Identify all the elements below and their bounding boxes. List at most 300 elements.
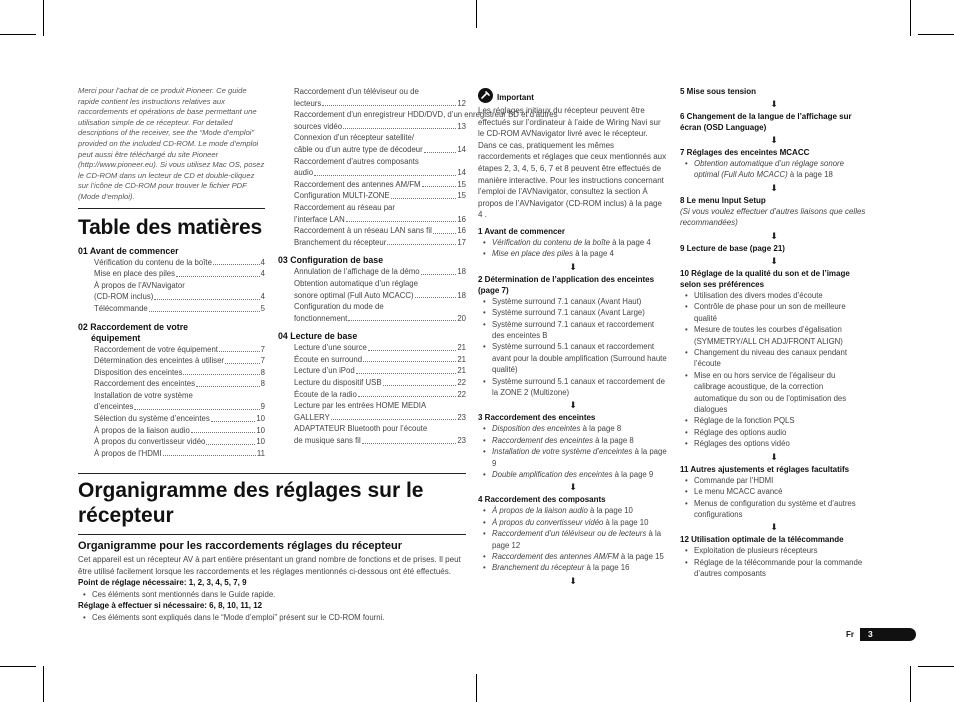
- toc-page-number: 23: [457, 436, 466, 446]
- toc-dot-leader: [391, 198, 457, 199]
- toc-entry-line: Raccordement d’un enregistreur HDD/DVD, d’un enregistreur BD et d’autres: [294, 110, 558, 120]
- step-item-link: Mise en place des piles: [492, 249, 574, 259]
- toc-entry-title: audio: [294, 168, 314, 178]
- toc-entry-title: Lecture d’un iPod: [294, 366, 355, 376]
- step-item-text: Exploitation de plusieurs récepteurs: [694, 546, 818, 556]
- toc-entry-title: Raccordement à un réseau LAN sans fil: [294, 226, 432, 236]
- toc-entry[interactable]: [294, 342, 466, 354]
- flow-step: [680, 195, 868, 229]
- step-list: [478, 423, 668, 480]
- step-list: [478, 237, 668, 260]
- toc-dot-leader: [421, 274, 457, 275]
- footer: [846, 628, 916, 641]
- toc-page-number: 18: [457, 267, 466, 277]
- toc-entry[interactable]: [294, 237, 466, 249]
- toc-page-number: 9: [260, 402, 265, 412]
- toc-page-number: 4: [260, 257, 265, 267]
- step-item-text: à la page 4: [573, 249, 614, 259]
- toc-entry-title: Raccordement des enceintes: [94, 379, 195, 389]
- toc-dot-leader: [196, 386, 260, 387]
- left-column: [78, 86, 265, 459]
- step-item-text: à la page 9: [612, 470, 654, 480]
- toc-entry-title: sources vidéo: [294, 121, 343, 131]
- toc-entry-title: (CD-ROM inclus): [94, 292, 154, 302]
- toc-entries: [278, 266, 466, 324]
- toc-dot-leader: [422, 186, 457, 187]
- toc-page-number: 10: [256, 437, 265, 447]
- step-list: [680, 290, 868, 450]
- toc-page-number: 10: [256, 425, 265, 435]
- step-item: [492, 469, 668, 480]
- flow-step: [680, 86, 868, 97]
- step-item: [694, 290, 868, 301]
- toc-page-number: 18: [457, 290, 466, 300]
- step-item-text: à la page 8: [580, 424, 622, 434]
- toc-page-number: 4: [260, 269, 265, 279]
- toc-entry-title: Raccordement des antennes AM/FM: [294, 179, 421, 189]
- toc-entry-title: d’enceintes: [94, 402, 134, 412]
- toc-entry-title: Raccordement de votre équipement: [94, 344, 218, 354]
- step-heading: 5 Mise sous tension: [680, 87, 757, 96]
- toc-entry-line: Raccordement d’un téléviseur ou de: [294, 87, 419, 96]
- toc-entry-title: câble ou d’un autre type de décodeur: [294, 144, 423, 154]
- steps-column-right: [680, 86, 868, 580]
- toc-entry-title: fonctionnement: [294, 313, 348, 323]
- toc-entry[interactable]: [294, 313, 466, 325]
- step-item-text: à la page 9: [492, 447, 667, 468]
- toc-entry-title: Lecture du dispositif USB: [294, 378, 382, 388]
- flow-rule: [78, 473, 466, 474]
- toc-entry-title: Télécommande: [94, 303, 148, 313]
- toc-page-number: 11: [256, 448, 265, 458]
- toc-section-heading: 04 Lecture de base: [278, 331, 358, 342]
- toc-entry[interactable]: [294, 435, 466, 447]
- step-item-link: Double amplification des enceintes: [492, 470, 613, 480]
- toc-entry[interactable]: [94, 367, 265, 379]
- basic-values: : 1, 2, 3, 4, 5, 7, 9: [183, 578, 247, 588]
- flow-step: [680, 534, 868, 579]
- toc-dot-leader: [368, 350, 456, 351]
- toc-entry-title: lecteurs: [294, 98, 322, 108]
- step-item: [492, 505, 668, 516]
- step-item: [492, 237, 668, 248]
- toc-col1: [78, 246, 265, 460]
- toc-entry-line: Connexion d’un récepteur satellite/: [294, 133, 415, 143]
- step-item-text: Contrôle de phase pour un son de meilleure qualité: [694, 302, 846, 323]
- step-item-text: Mesure de toutes les courbes d’égalisation (SYMMETRY/ALL CH ADJ/FRONT ALIGN): [694, 325, 843, 346]
- flow-step: [680, 243, 868, 254]
- toc-entry[interactable]: [294, 121, 466, 133]
- toc-entry[interactable]: [94, 413, 265, 425]
- step-item-text: à la page 10: [587, 506, 633, 516]
- step-item-text: à la page 4: [609, 237, 651, 247]
- step-heading: 2 Détermination de l’application des enceintes (page 7): [478, 274, 655, 295]
- toc-entry[interactable]: [94, 344, 265, 356]
- toc-dot-leader: [424, 152, 457, 153]
- toc-entry[interactable]: [294, 354, 466, 366]
- crop-mark: [476, 674, 477, 702]
- toc-entry-title: Écoute de la radio: [294, 389, 357, 399]
- toc-entry-title: Disposition des enceintes: [94, 367, 183, 377]
- toc-entry-line: ADAPTATEUR Bluetooth pour l’écoute: [294, 424, 428, 434]
- toc-entry-line: Installation de votre système: [94, 390, 193, 400]
- step-item: [694, 347, 868, 370]
- step-item: [492, 435, 668, 446]
- down-arrow-icon: ⬇: [770, 182, 778, 193]
- toc-entry[interactable]: [294, 266, 466, 278]
- step-item-link: Raccordement des enceintes: [492, 435, 593, 445]
- toc-dot-leader: [331, 419, 456, 420]
- page-number: 3: [868, 629, 873, 639]
- toc-entry-line: Obtention automatique d’un réglage: [294, 278, 418, 288]
- step-item-text: à la page 18: [787, 170, 833, 180]
- step-item: [694, 415, 868, 426]
- toc-entries: [78, 257, 265, 315]
- flow-step: [478, 274, 668, 399]
- toc-entry[interactable]: [94, 257, 265, 269]
- toc-page-number: 21: [457, 354, 466, 364]
- step-list: [680, 545, 868, 579]
- toc-entry[interactable]: [94, 268, 265, 280]
- toc-dot-leader: [346, 221, 457, 222]
- step-item: [694, 370, 868, 416]
- step-list: [478, 505, 668, 573]
- toc-entry[interactable]: [294, 98, 466, 110]
- toc-page-number: 22: [457, 378, 466, 388]
- step-list: [478, 296, 668, 399]
- step-item-link: Disposition des enceintes: [492, 424, 581, 434]
- toc-entry-title: À propos du convertisseur vidéo: [94, 437, 206, 447]
- toc-entry[interactable]: [94, 355, 265, 367]
- toc-dot-leader: [348, 320, 456, 321]
- toc-entry[interactable]: [94, 291, 265, 303]
- step-item: [694, 486, 868, 497]
- toc-entry[interactable]: [294, 179, 466, 191]
- down-arrow-icon: ⬇: [569, 400, 577, 411]
- toc-dot-leader: [211, 421, 256, 422]
- down-arrow-icon: ⬇: [770, 256, 778, 266]
- step-heading: 9 Lecture de base (page 21): [680, 244, 785, 253]
- toc-dot-leader: [314, 175, 456, 176]
- toc-entry-line: Raccordement d’autres composants: [294, 156, 419, 166]
- down-arrow-icon: ⬇: [569, 261, 577, 272]
- step-item-text: Système surround 7.1 canaux (Avant Large): [492, 308, 645, 318]
- toc-entry[interactable]: [94, 303, 265, 315]
- toc-entry[interactable]: [94, 436, 265, 448]
- step-item: [492, 528, 668, 551]
- step-item-link: À propos du convertisseur vidéo: [492, 517, 604, 527]
- toc-dot-leader: [363, 361, 456, 362]
- crop-mark: [910, 666, 911, 702]
- toc-dot-leader: [176, 276, 260, 277]
- step-item: [694, 557, 868, 580]
- toc-dot-leader: [362, 443, 457, 444]
- important-box: [478, 88, 668, 221]
- toc-title: Table des matières: [78, 215, 262, 239]
- step-list: [680, 158, 868, 181]
- toc-page-number: 5: [260, 303, 265, 313]
- toc-entry-title: Branchement du récepteur: [294, 237, 387, 247]
- adv-settings: [78, 600, 466, 612]
- step-item-text: Réglage de la fonction PQLS: [694, 416, 795, 426]
- step-item: [694, 498, 868, 521]
- step-heading: 10 Réglage de la qualité du son et de l’image selon ses préférences: [680, 269, 850, 289]
- basic-label: Point de réglage nécessaire: [78, 578, 184, 588]
- crop-mark: [918, 666, 954, 667]
- basic-settings: [78, 577, 466, 589]
- toc-entry[interactable]: [294, 377, 466, 389]
- step-item-text: Changement du niveau des canaux pendant l’écoute: [694, 348, 848, 369]
- toc-section-heading: 02 Raccordement de votre: [78, 321, 189, 332]
- toc-section-heading: équipement: [91, 332, 141, 343]
- crop-mark: [918, 34, 954, 35]
- toc-page-number: 21: [457, 343, 466, 353]
- step-list: [680, 475, 868, 521]
- toc-entries: [78, 344, 265, 460]
- toc-entry-title: Configuration MULTI-ZONE: [294, 191, 390, 201]
- crop-mark: [910, 0, 911, 36]
- flow-step: [680, 147, 868, 181]
- step-item-text: à la page 8: [592, 435, 634, 445]
- toc-dot-leader: [134, 409, 259, 410]
- flow-step: [680, 268, 868, 450]
- toc-section-heading: 01 Avant de commencer: [78, 245, 179, 256]
- toc-dot-leader: [219, 351, 260, 352]
- crop-mark: [0, 666, 36, 667]
- toc-entry-title: Détermination des enceintes à utiliser: [94, 356, 225, 366]
- toc-page-number: 13: [457, 121, 466, 131]
- step-item-text: Système surround 5.1 canaux et raccordement de la ZONE 2 (Multizone): [492, 376, 665, 397]
- step-item: [492, 446, 668, 469]
- steps-column-left: [478, 88, 668, 588]
- toc-dot-leader: [163, 455, 256, 456]
- toc-dot-leader: [415, 297, 457, 298]
- step-item-text: Utilisation des divers modes d’écoute: [694, 291, 823, 300]
- toc-page-number: 14: [457, 144, 466, 154]
- step-heading: 11 Autres ajustements et réglages facultatifs: [680, 464, 850, 474]
- crop-mark: [0, 34, 36, 35]
- toc-dot-leader: [154, 299, 259, 300]
- toc-page-number: 20: [457, 313, 466, 323]
- step-item: [492, 551, 668, 562]
- step-item: [492, 307, 668, 318]
- crop-mark: [43, 0, 44, 36]
- step-item: [492, 341, 668, 375]
- title-rule: [78, 208, 265, 209]
- intro-text: Merci pour l’achat de ce produit Pioneer. Ce guide rapide contient les instructions relatives aux raccordements et opérations de base permettant une utilisation simple de ce récepteur. For detailed descriptions of the receiver, see the “Mode d’emploi” provided on the included CD-ROM. Le mode d’emploi peut aussi être téléchargé du site Pioneer (http://www.pioneer.eu). Si vous utilisez Mac OS, posez le CD-ROM dans un lecteur de CD et double-cliquez sur l’icône de CD-ROM pour trouver le fichier PDF (Mode d’emploi).: [78, 86, 265, 201]
- toc-section: [278, 331, 466, 446]
- toc-dot-leader: [149, 311, 260, 312]
- step-heading: 6 Changement de la langue de l’affichage sur écran (OSD Language): [680, 112, 852, 132]
- step-item: [492, 319, 668, 342]
- step-item-text: Réglage des options audio: [694, 427, 787, 437]
- adv-note: • Ces éléments sont expliqués dans le “Mode d’emploi” présent sur le CD-ROM fourni.: [92, 612, 466, 623]
- step-item-text: à la page 15: [618, 552, 664, 562]
- step-item-link: Obtention automatique d’un réglage sonore optimal (Full Auto MCACC): [694, 159, 844, 180]
- toc-entry[interactable]: [294, 389, 466, 401]
- step-item: [492, 296, 668, 307]
- crop-mark: [476, 0, 477, 28]
- toc-page-number: 7: [260, 344, 265, 354]
- down-arrow-icon: ⬇: [770, 99, 778, 109]
- flow-rule-2: [78, 534, 466, 535]
- footer-lang: Fr: [846, 630, 854, 639]
- step-item-text: Le menu MCACC avancé: [694, 487, 783, 497]
- toc-page-number: 21: [457, 366, 466, 376]
- toc-entry[interactable]: [294, 144, 466, 156]
- toc-dot-leader: [358, 396, 456, 397]
- step-heading: 8 Le menu Input Setup: [680, 195, 766, 205]
- toc-page-number: 7: [260, 356, 265, 366]
- step-item: [492, 376, 668, 399]
- step-item-text: Système surround 7.1 canaux (Avant Haut): [492, 296, 642, 306]
- page-number-badge: [860, 628, 916, 641]
- basic-note: • Ces éléments sont mentionnés dans le Guide rapide.: [92, 589, 466, 600]
- step-item-link: Raccordement des antennes AM/FM: [492, 552, 619, 562]
- toc-entry-title: de musique sans fil: [294, 436, 361, 446]
- step-item-text: Réglages des options vidéo: [694, 439, 790, 449]
- step-item: [694, 158, 868, 181]
- toc-entry[interactable]: [294, 214, 466, 226]
- flow-step: [680, 464, 868, 521]
- step-item-text: à la page 12: [492, 529, 662, 550]
- adv-values: : 6, 8, 10, 11, 12: [204, 601, 263, 611]
- toc-entry[interactable]: [294, 190, 466, 202]
- toc-entry-title: Vérification du contenu de la boîte: [94, 257, 212, 267]
- toc-entry[interactable]: [94, 378, 265, 390]
- toc-page-number: 12: [457, 98, 466, 108]
- toc-page-number: 23: [457, 412, 466, 422]
- flow-paragraph: Cet appareil est un récepteur AV à part entière présentant un grand nombre de fonctions et de prises. Il peut être utilisé facilement lorsque les raccordements et les réglages mentionnés ci-dessous ont été effectués.: [78, 555, 461, 576]
- step-item-text: à la page 16: [584, 563, 630, 573]
- step-item-link: Installation de votre système d’enceintes: [492, 447, 633, 457]
- toc-section: [278, 255, 466, 324]
- flow-block: [78, 473, 466, 623]
- toc-entry[interactable]: [294, 412, 466, 424]
- toc-page-number: 17: [457, 237, 466, 247]
- toc-section: [78, 322, 265, 460]
- down-arrow-icon: ⬇: [770, 135, 778, 145]
- down-arrow-icon: ⬇: [770, 231, 778, 241]
- flow-title: Organigramme des réglages sur le récepteur: [78, 479, 424, 527]
- step-item-text: Réglage de la télécommande pour la commande d’autres composants: [694, 557, 863, 579]
- step-item: [492, 517, 668, 528]
- toc-entry-title: À propos de l’HDMI: [94, 448, 162, 458]
- down-arrow-icon: ⬇: [770, 451, 778, 462]
- toc-entry-title: l’interface LAN: [294, 214, 345, 224]
- step-heading: 1 Avant de commencer: [478, 226, 565, 236]
- step-item: [694, 475, 868, 486]
- important-label: Important: [497, 93, 534, 102]
- toc-entry[interactable]: [94, 425, 265, 437]
- toc-page-number: 15: [457, 191, 466, 201]
- toc-entry-title: Mise en place des piles: [94, 269, 176, 279]
- down-arrow-icon: ⬇: [569, 575, 577, 586]
- toc-entry-title: sonore optimal (Full Auto MCACC): [294, 290, 414, 300]
- flow-step: [478, 226, 668, 260]
- step-item: [694, 438, 868, 449]
- toc-page-number: 15: [457, 179, 466, 189]
- toc-entry[interactable]: [94, 401, 265, 413]
- toc-entry-title: Écoute en surround: [294, 354, 363, 364]
- flow-step: [478, 412, 668, 480]
- toc-page-number: 10: [256, 414, 265, 424]
- step-item: [694, 545, 868, 556]
- toc-entry[interactable]: [94, 448, 265, 460]
- step-item-text: Système surround 7.1 canaux et raccordement des enceintes B: [492, 319, 655, 340]
- toc-page-number: 8: [260, 367, 265, 377]
- toc-entry-line: À propos de l’AVNavigator: [94, 280, 185, 290]
- step-item-text: à la page 10: [603, 517, 649, 527]
- step-item: [694, 427, 868, 438]
- toc-entry[interactable]: [294, 365, 466, 377]
- step-item: [694, 301, 868, 324]
- toc-page-number: 16: [457, 226, 466, 236]
- toc-dot-leader: [183, 374, 259, 375]
- toc-page-number: 4: [260, 292, 265, 302]
- step-note: (Si vous voulez effectuer d’autres liaisons que celles recommandées): [680, 206, 866, 228]
- toc-dot-leader: [213, 264, 260, 265]
- step-heading: 7 Réglages des enceintes MCACC: [680, 148, 810, 157]
- adv-label: Réglage à effectuer si nécessaire: [78, 601, 205, 611]
- flow-subtitle: Organigramme pour les raccordements réglages du récepteur: [78, 540, 403, 552]
- toc-section-heading: 03 Configuration de base: [278, 255, 384, 266]
- important-icon: [478, 88, 493, 103]
- step-item: [492, 248, 668, 259]
- toc-entry-title: Annulation de l’affichage de la démo: [294, 267, 420, 277]
- toc-dot-leader: [191, 432, 256, 433]
- step-item-link: Raccordement d’un téléviseur ou de lecteurs: [492, 529, 647, 539]
- toc-entry-title: Sélection du système d’enceintes: [94, 414, 210, 424]
- toc-dot-leader: [343, 128, 456, 129]
- flow-step: [478, 494, 668, 573]
- step-heading: 12 Utilisation optimale de la télécommande: [680, 535, 844, 545]
- toc-entry-title: Lecture d’une source: [294, 343, 367, 353]
- toc-entry-line: Configuration du mode de: [294, 302, 384, 312]
- toc-entry-title: À propos de la liaison audio: [94, 425, 190, 435]
- toc-entry[interactable]: [294, 225, 466, 237]
- toc-page-number: 22: [457, 389, 466, 399]
- step-item: [694, 324, 868, 347]
- down-arrow-icon: ⬇: [770, 522, 778, 533]
- toc-entry[interactable]: [294, 167, 466, 179]
- toc-dot-leader: [225, 363, 260, 364]
- crop-mark: [43, 666, 44, 702]
- step-item-text: Menus de configuration du système et d’autres configurations: [694, 498, 856, 519]
- step-item-text: Commande par l’HDMI: [694, 475, 774, 485]
- step-heading: 4 Raccordement des composants: [478, 495, 606, 505]
- important-text: Les réglages initiaux du récepteur peuvent être effectués sur l’ordinateur à l’aide de Wiring Navi sur le CD-ROM AVNavigator livré avec le récepteur. Dans ce cas, pratiquement les mêmes raccordements et réglages que ceux mentionnés aux étapes 2, 3, 4, 5, 6, 7 et 8 peuvent être effectués de manière interactive. Pour les instructions concernant l’emploi de l’AVNavigator, consultez la section À propos de l’AVNavigator (CD-ROM inclus) à la page 4 .: [478, 106, 667, 220]
- toc-page-number: 16: [457, 214, 466, 224]
- toc-entry-line: Lecture par les entrées HOME MEDIA: [294, 401, 427, 411]
- step-heading: 3 Raccordement des enceintes: [478, 413, 596, 423]
- toc-dot-leader: [356, 373, 457, 374]
- toc-entry-line: Raccordement au réseau par: [294, 202, 395, 212]
- toc-dot-leader: [206, 444, 255, 445]
- toc-entry-title: GALLERY: [294, 412, 330, 422]
- toc-dot-leader: [433, 233, 456, 234]
- toc-entries: [278, 342, 466, 446]
- step-item: [492, 562, 668, 573]
- step-item-text: Mise en ou hors service de l’égaliseur du calibrage acoustique, de la correction automatique du son ou de l’optimisation des dialogues: [694, 370, 847, 415]
- flow-step: [680, 111, 868, 133]
- toc-page-number: 14: [457, 168, 466, 178]
- toc-dot-leader: [383, 385, 457, 386]
- step-item-link: Branchement du récepteur: [492, 563, 585, 573]
- step-item-link: À propos de la liaison audio: [492, 506, 588, 516]
- step-item-link: Vérification du contenu de la boîte: [492, 237, 610, 247]
- toc-entry[interactable]: [294, 290, 466, 302]
